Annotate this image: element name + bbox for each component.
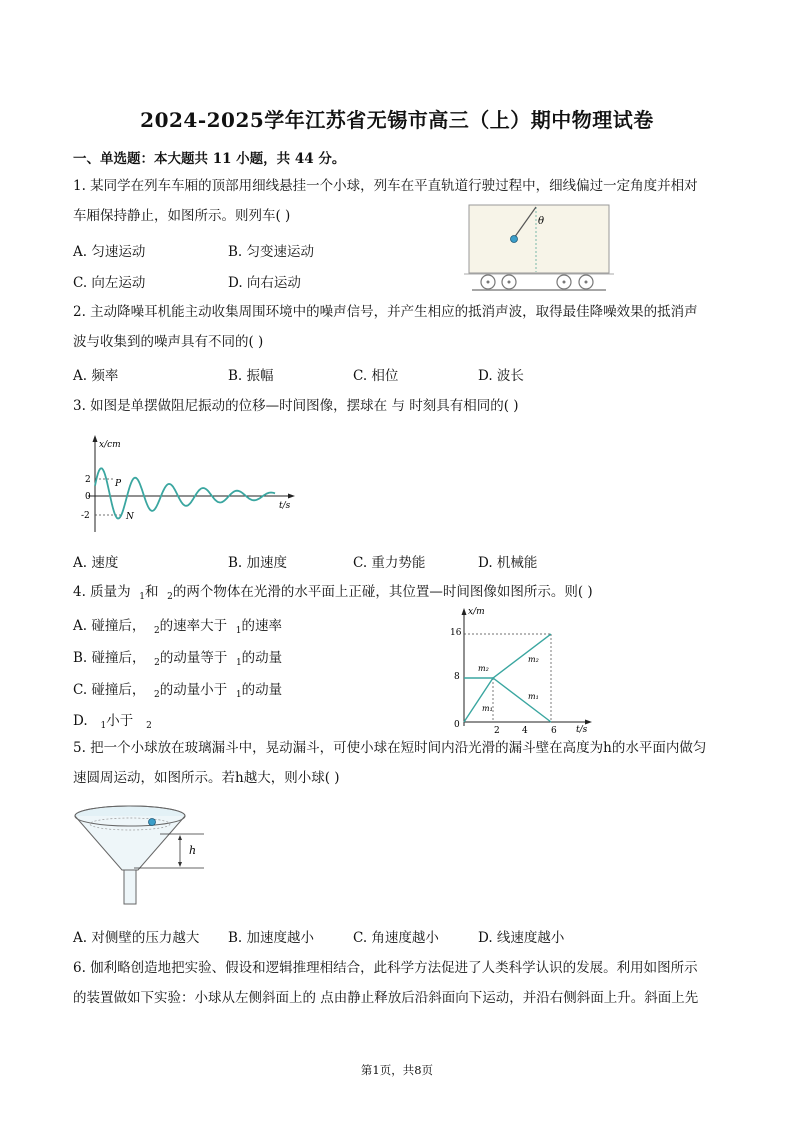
- q2-option-a: A. 频率: [73, 368, 119, 384]
- q5-option-b: B. 加速度越小: [228, 930, 315, 946]
- q1-stem-line2: 车厢保持静止，如图所示。则列车( ): [73, 208, 291, 224]
- y-tick-0: 0: [454, 720, 460, 730]
- x-axis-label: t/s: [576, 725, 588, 735]
- q2-stem-line2: 波与收集到的噪声具有不同的( ): [73, 334, 264, 350]
- damped-wave-curve: [95, 468, 275, 518]
- q3-option-d: D. 机械能: [478, 555, 538, 571]
- theta-label: θ: [538, 216, 545, 227]
- q1-option-b: B. 匀变速运动: [228, 244, 315, 260]
- x-tick-2: 2: [494, 726, 500, 736]
- q6-stem-line2: 的装置做如下实验：小球从左侧斜面上的 点由静止释放后沿斜面向下运动，并沿右侧斜面上升。斜面上先: [73, 990, 699, 1006]
- q6-stem-line1: 6. 伽利略创造地把实验、假设和逻辑推理相结合，此科学方法促进了人类科学认识的发展。利用如图所示: [73, 960, 698, 976]
- ball: [149, 819, 156, 826]
- y-axis-label: x/cm: [99, 440, 121, 450]
- m2-before-label: m₂: [478, 664, 489, 673]
- q1-train-figure: [464, 202, 614, 294]
- q5-option-c: C. 角速度越小: [353, 930, 439, 946]
- q2-option-c: C. 相位: [353, 368, 399, 384]
- x-tick-4: 4: [522, 726, 528, 736]
- y-tick-8: 8: [454, 672, 460, 682]
- height-label-h: h: [189, 844, 197, 857]
- q2-option-d: D. 波长: [478, 368, 524, 384]
- q5-stem-line2: 速圆周运动，如图所示。若h越大，则小球( ): [73, 770, 340, 786]
- q5-funnel-figure: [72, 800, 222, 910]
- ball: [511, 236, 518, 243]
- x-tick-6: 6: [551, 726, 557, 736]
- q1-option-d: D. 向右运动: [228, 275, 301, 291]
- q4-option-d: D. $_1$小于 $_2$: [73, 713, 152, 731]
- q5-stem-line1: 5. 把一个小球放在玻璃漏斗中，晃动漏斗，可使小球在短时间内沿光滑的漏斗壁在高度为h的水平面内做匀: [73, 740, 707, 756]
- y-tick-16: 16: [450, 628, 462, 638]
- q1-option-a: A. 匀速运动: [73, 244, 146, 260]
- q4-option-c: C. 碰撞后， $_2$的动量小于 $_1$的动量: [73, 682, 283, 700]
- page-title: 2024-2025学年江苏省无锡市高三（上）期中物理试卷: [140, 108, 654, 132]
- q4-option-b: B. 碰撞后， $_2$的动量等于 $_1$的动量: [73, 650, 283, 668]
- m1-after-label: m₁: [528, 692, 539, 701]
- q5-option-d: D. 线速度越小: [478, 930, 565, 946]
- q1-option-c: C. 向左运动: [73, 275, 146, 291]
- q4-position-time-graph: [448, 604, 596, 736]
- q3-stem: 3. 如图是单摆做阻尼振动的位移—时间图像，摆球在 与 时刻具有相同的( ): [73, 398, 519, 414]
- point-p-label: P: [115, 479, 122, 489]
- funnel-cone: [75, 816, 185, 870]
- q5-option-a: A. 对侧壁的压力越大: [73, 930, 200, 946]
- q2-option-b: B. 振幅: [228, 368, 274, 384]
- q4-option-a: A. 碰撞后， $_2$的速率大于 $_1$的速率: [73, 618, 282, 636]
- y-tick-2: 2: [85, 475, 91, 485]
- q3-option-b: B. 加速度: [228, 555, 288, 571]
- funnel-stem: [124, 870, 136, 904]
- m2-after-label: m₂: [528, 655, 539, 664]
- q1-stem-line1: 1. 某同学在列车车厢的顶部用细线悬挂一个小球，列车在平直轨道行驶过程中，细线偏过一定角度并相对: [73, 178, 698, 194]
- section-heading: 一、单选题：本大题共 11 小题，共 44 分。: [73, 151, 346, 167]
- y-tick-0: 0: [85, 492, 91, 502]
- q3-option-c: C. 重力势能: [353, 555, 426, 571]
- y-tick-neg2: -2: [81, 511, 90, 521]
- q3-damped-oscillation-graph: [80, 432, 302, 536]
- point-n-label: N: [126, 512, 134, 522]
- wheels: [481, 275, 593, 289]
- x-axis-label: t/s: [279, 501, 291, 511]
- page-footer: 第1页，共8页: [360, 1063, 434, 1077]
- q4-stem: 4. 质量为 $_1$和 $_2$的两个物体在光滑的水平面上正碰，其位置—时间图像如图所示。则( ): [73, 584, 593, 602]
- m1-before-label: m₁: [482, 704, 493, 713]
- y-axis-label: x/m: [468, 607, 485, 617]
- q3-option-a: A. 速度: [73, 555, 119, 571]
- q2-stem-line1: 2. 主动降噪耳机能主动收集周围环境中的噪声信号，并产生相应的抵消声波，取得最佳降噪效果的抵消声: [73, 304, 698, 320]
